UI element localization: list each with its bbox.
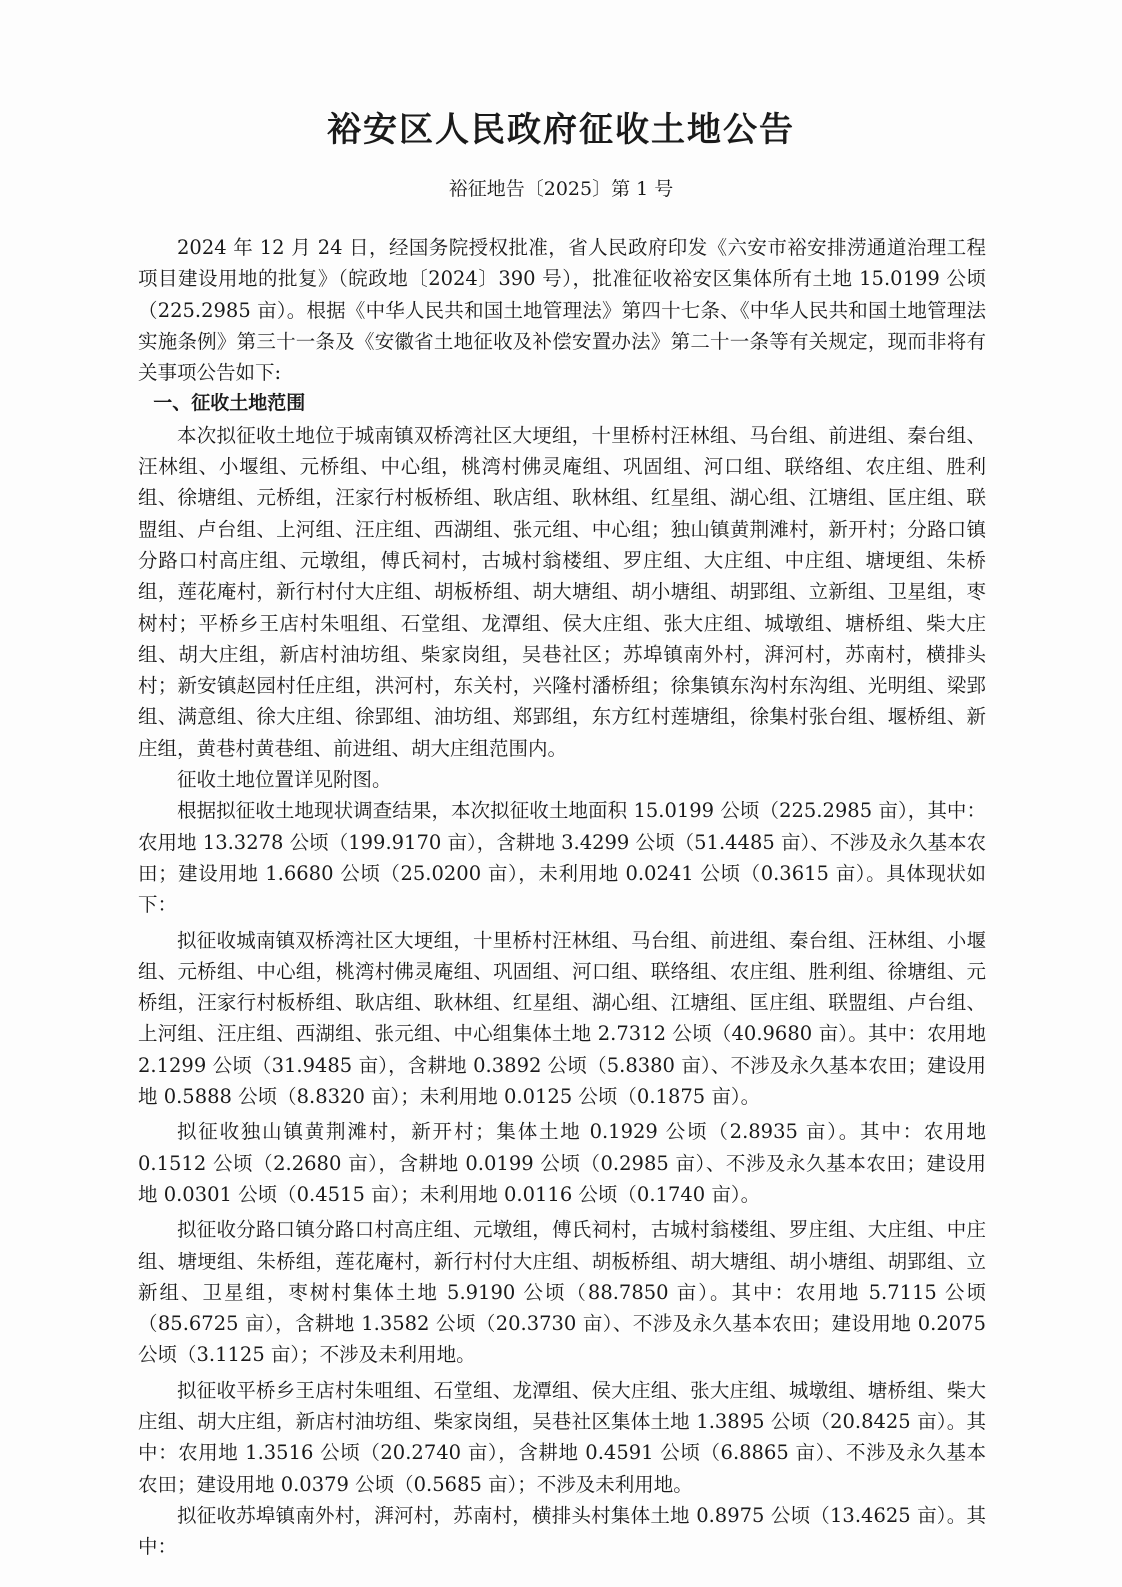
dushan-paragraph: 拟征收独山镇黄荆滩村，新开村；集体土地 0.1929 公顷（2.8935 亩）。其中：农用地 0.1512 公顷（2.2680 亩），含耕地 0.0199 公顷（0.2985 亩）、不涉及永久基本农田；建设用地 0.0301 公顷（0.4515 亩）；未利用地 0.0116 公顷（0.1740 亩）。 [138, 1120, 986, 1206]
intro-paragraph: 2024 年 12 月 24 日，经国务院授权批准，省人民政府印发《六安市裕安排涝通道治理工程项目建设用地的批复》（皖政地〔2024〕390 号），批准征收裕安区集体所有土地 15.0199 公顷（225.2985 亩）。根据《中华人民共和国土地管理法》第四十七条、《中华人民共和国土地管理法实施条例》第三十一条及《安徽省土地征收及补偿安置办法》第二十一条等有关规定，现而非将有关事项公告如下: [138, 236, 986, 385]
page-title: 裕安区人民政府征收土地公告 [327, 110, 795, 150]
fenlukou-paragraph: 拟征收分路口镇分路口村高庄组、元墩组，傅氏祠村，古城村翁楼组、罗庄组、大庄组、中庄组、塘埂组、朱桥组，莲花庵村，新行村付大庄组、胡板桥组、胡大塘组、胡小塘组、胡郢组、立新组、卫星组，枣树村集体土地 5.9190 公顷（88.7850 亩）。其中：农用地 5.7115 公顷（85.6725 亩），含耕地 1.3582 公顷（20.3730 亩）、不涉及永久基本农田；建设用地 0.2075 公顷（3.1125 亩）；不涉及未利用地。 [138, 1218, 986, 1367]
document-number: 裕征地告〔2025〕第 1 号 [448, 178, 674, 200]
pingqiao-paragraph: 拟征收平桥乡王店村朱咀组、石堂组、龙潭组、侯大庄组、张大庄组、城墩组、塘桥组、柴大庄组、胡大庄组，新店村油坊组、柴家岗组，吴巷社区集体土地 1.3895 公顷（20.8425 亩）。其中：农用地 1.3516 公顷（20.2740 亩），含耕地 0.4591 公顷（6.8865 亩）、不涉及永久基本农田；建设用地 0.0379 公顷（0.5685 亩）；不涉及未利用地。 [138, 1378, 986, 1496]
map-note-paragraph: 征收土地位置详见附图。 [177, 768, 392, 792]
section-heading-land-scope: 一、征收土地范围 [153, 392, 306, 415]
survey-paragraph: 根据拟征收土地现状调查结果，本次拟征收土地面积 15.0199 公顷（225.2985 亩），其中：农用地 13.3278 公顷（199.9170 亩），含耕地 3.4299 公顷（51.4485 亩）、不涉及永久基本农田；建设用地 1.6680 公顷（25.0200 亩），未利用地 0.0241 公顷（0.3615 亩）。具体现状如下： [138, 799, 986, 917]
scope-paragraph: 本次拟征收土地位于城南镇双桥湾社区大埂组，十里桥村汪林组、马台组、前进组、秦台组、汪林组、小堰组、元桥组、中心组，桃湾村佛灵庵组、巩固组、河口组、联络组、农庄组、胜利组、徐塘组、元桥组，汪家行村板桥组、耿店组、耿林组、红星组、湖心组、江塘组、匡庄组、联盟组、卢台组、上河组、汪庄组、西湖组、张元组、中心组；独山镇黄荆滩村，新开村；分路口镇分路口村高庄组、元墩组，傅氏祠村，古城村翁楼组、罗庄组、大庄组、中庄组、塘埂组、朱桥组，莲花庵村，新行村付大庄组、胡板桥组、胡大塘组、胡小塘组、胡郢组、立新组、卫星组，枣树村；平桥乡王店村朱咀组、石堂组、龙潭组、侯大庄组、张大庄组、城墩组、塘桥组、柴大庄组、胡大庄组，新店村油坊组、柴家岗组，吴巷社区；苏埠镇南外村，湃河村，苏南村，横排头村；新安镇赵园村任庄组，洪河村，东关村，兴隆村潘桥组；徐集镇东沟村东沟组、光明组、梁郢组、满意组、徐大庄组、徐郢组、油坊组、郑郢组，东方红村莲塘组，徐集村张台组、堰桥组、新庄组，黄巷村黄巷组、前进组、胡大庄组范围内。 [138, 423, 986, 760]
chengnan-paragraph: 拟征收城南镇双桥湾社区大埂组，十里桥村汪林组、马台组、前进组、秦台组、汪林组、小堰组、元桥组、中心组，桃湾村佛灵庵组、巩固组、河口组、联络组、农庄组、胜利组、徐塘组、元桥组，汪家行村板桥组、耿店组、耿林组、红星组、湖心组、江塘组、匡庄组、联盟组、卢台组、上河组、汪庄组、西湖组、张元组、中心组集体土地 2.7312 公顷（40.9680 亩）。其中：农用地 2.1299 公顷（31.9485 亩），含耕地 0.3892 公顷（5.8380 亩）、不涉及永久基本农田；建设用地 0.5888 公顷（8.8320 亩）；未利用地 0.0125 公顷（0.1875 亩）。 [138, 928, 986, 1109]
document-body [138, 232, 986, 1562]
subu-paragraph: 拟征收苏埠镇南外村，湃河村，苏南村，横排头村集体土地 0.8975 公顷（13.4625 亩）。其中： [138, 1503, 986, 1559]
